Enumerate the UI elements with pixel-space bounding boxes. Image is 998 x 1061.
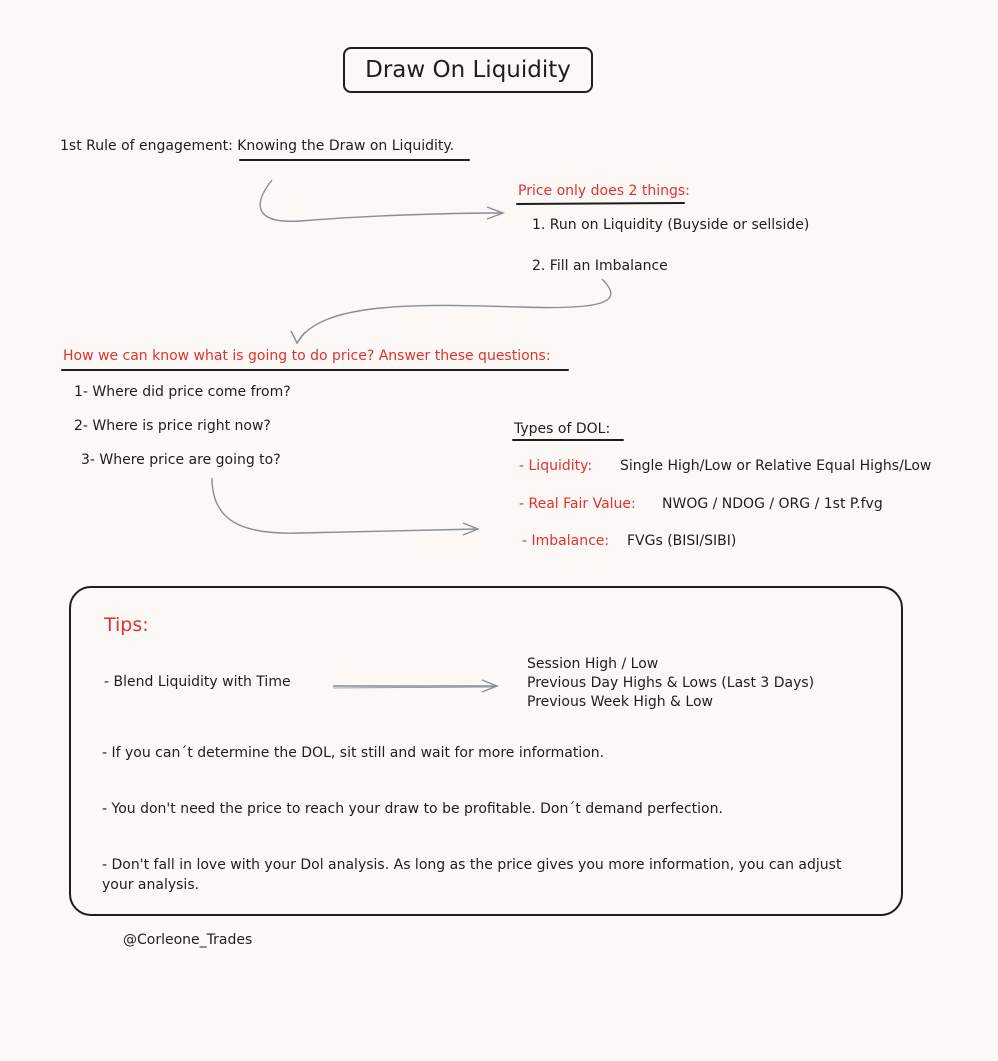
price-thing-1: 1. Run on Liquidity (Buyside or sellside) <box>532 217 810 233</box>
dol-type-label-3: - Imbalance: <box>522 533 610 549</box>
blend-target-2: Previous Day Highs & Lows (Last 3 Days) <box>527 675 815 691</box>
question-3: 3- Where price are going to? <box>81 452 281 468</box>
dol-type-label-2: - Real Fair Value: <box>519 496 636 512</box>
blend-target-3: Previous Week High & Low <box>527 694 713 710</box>
arrow-imbalance-to-questions <box>297 279 611 343</box>
price-thing-2: 2. Fill an Imbalance <box>532 258 668 274</box>
dol-type-value-1: Single High/Low or Relative Equal Highs/Low <box>620 458 932 474</box>
tip-3: - Don't fall in love with your Dol analysis. As long as the price gives you more information, you can adjust <box>102 857 842 873</box>
arrow-rule-to-price <box>260 180 503 221</box>
question-1: 1- Where did price come from? <box>74 384 291 400</box>
dol-type-label-1: - Liquidity: <box>519 458 593 474</box>
dol-types-heading: Types of DOL: <box>514 421 611 437</box>
questions-heading: How we can know what is going to do price? Answer these questions: <box>63 348 551 364</box>
tip-1: - If you can´t determine the DOL, sit still and wait for more information. <box>102 745 605 761</box>
arrow-head-2 <box>291 331 305 343</box>
rule-prefix: 1st Rule of engagement: <box>60 138 233 154</box>
page-title: Draw On Liquidity <box>365 57 571 83</box>
tip-3-continued: your analysis. <box>102 877 200 893</box>
tip-blend: - Blend Liquidity with Time <box>104 674 291 690</box>
arrow-blend-stroke <box>333 687 495 688</box>
arrow-questions-to-dol <box>212 478 478 533</box>
rule-highlight: Knowing the Draw on Liquidity. <box>237 138 455 154</box>
dol-type-value-3: FVGs (BISI/SIBI) <box>627 533 737 549</box>
footer-handle: @Corleone_Trades <box>123 932 253 948</box>
tip-2: - You don't need the price to reach your draw to be profitable. Don´t demand perfection. <box>102 801 723 817</box>
dol-type-value-2: NWOG / NDOG / ORG / 1st P.fvg <box>662 496 883 512</box>
tips-heading: Tips: <box>104 614 149 636</box>
question-2: 2- Where is price right now? <box>74 418 271 434</box>
price-things-underline <box>517 203 684 204</box>
price-things-heading: Price only does 2 things: <box>518 183 690 199</box>
blend-target-1: Session High / Low <box>527 656 659 672</box>
